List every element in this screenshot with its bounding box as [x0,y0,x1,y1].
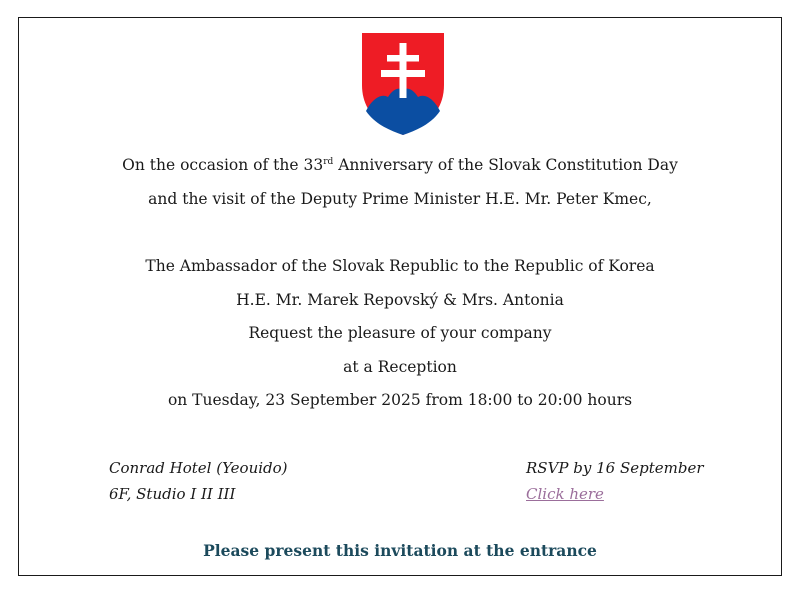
host-title-line: The Ambassador of the Slovak Republic to the Republic of Korea [145,257,655,275]
datetime-line: on Tuesday, 23 September 2025 from 18:00 to 20:00 hours [167,391,633,409]
visit-line: and the visit of the Deputy Prime Minister H.E. Mr. Peter Kmec, [148,190,652,208]
venue-name: Conrad Hotel (Yeouido) [109,459,288,477]
occasion-text: On the occasion of the 33 [122,156,324,174]
request-line: Request the pleasure of your company [248,324,552,342]
ordinal-suffix: rd [323,157,334,167]
occasion-line [19,155,781,175]
invitation-card [18,17,782,576]
rsvp-link[interactable]: Click here [526,485,604,503]
venue-room: 6F, Studio I II III [109,485,236,503]
entrance-notice: Please present this invitation at the entrance [203,541,597,560]
occasion-text-rest: Anniversary of the Slovak Constitution Day [333,156,678,174]
host-names-line: H.E. Mr. Marek Repovský & Mrs. Antonia [236,291,564,309]
rsvp-deadline: RSVP by 16 September [526,459,704,477]
event-line: at a Reception [343,358,457,376]
slovak-coat-of-arms-icon [362,33,444,135]
